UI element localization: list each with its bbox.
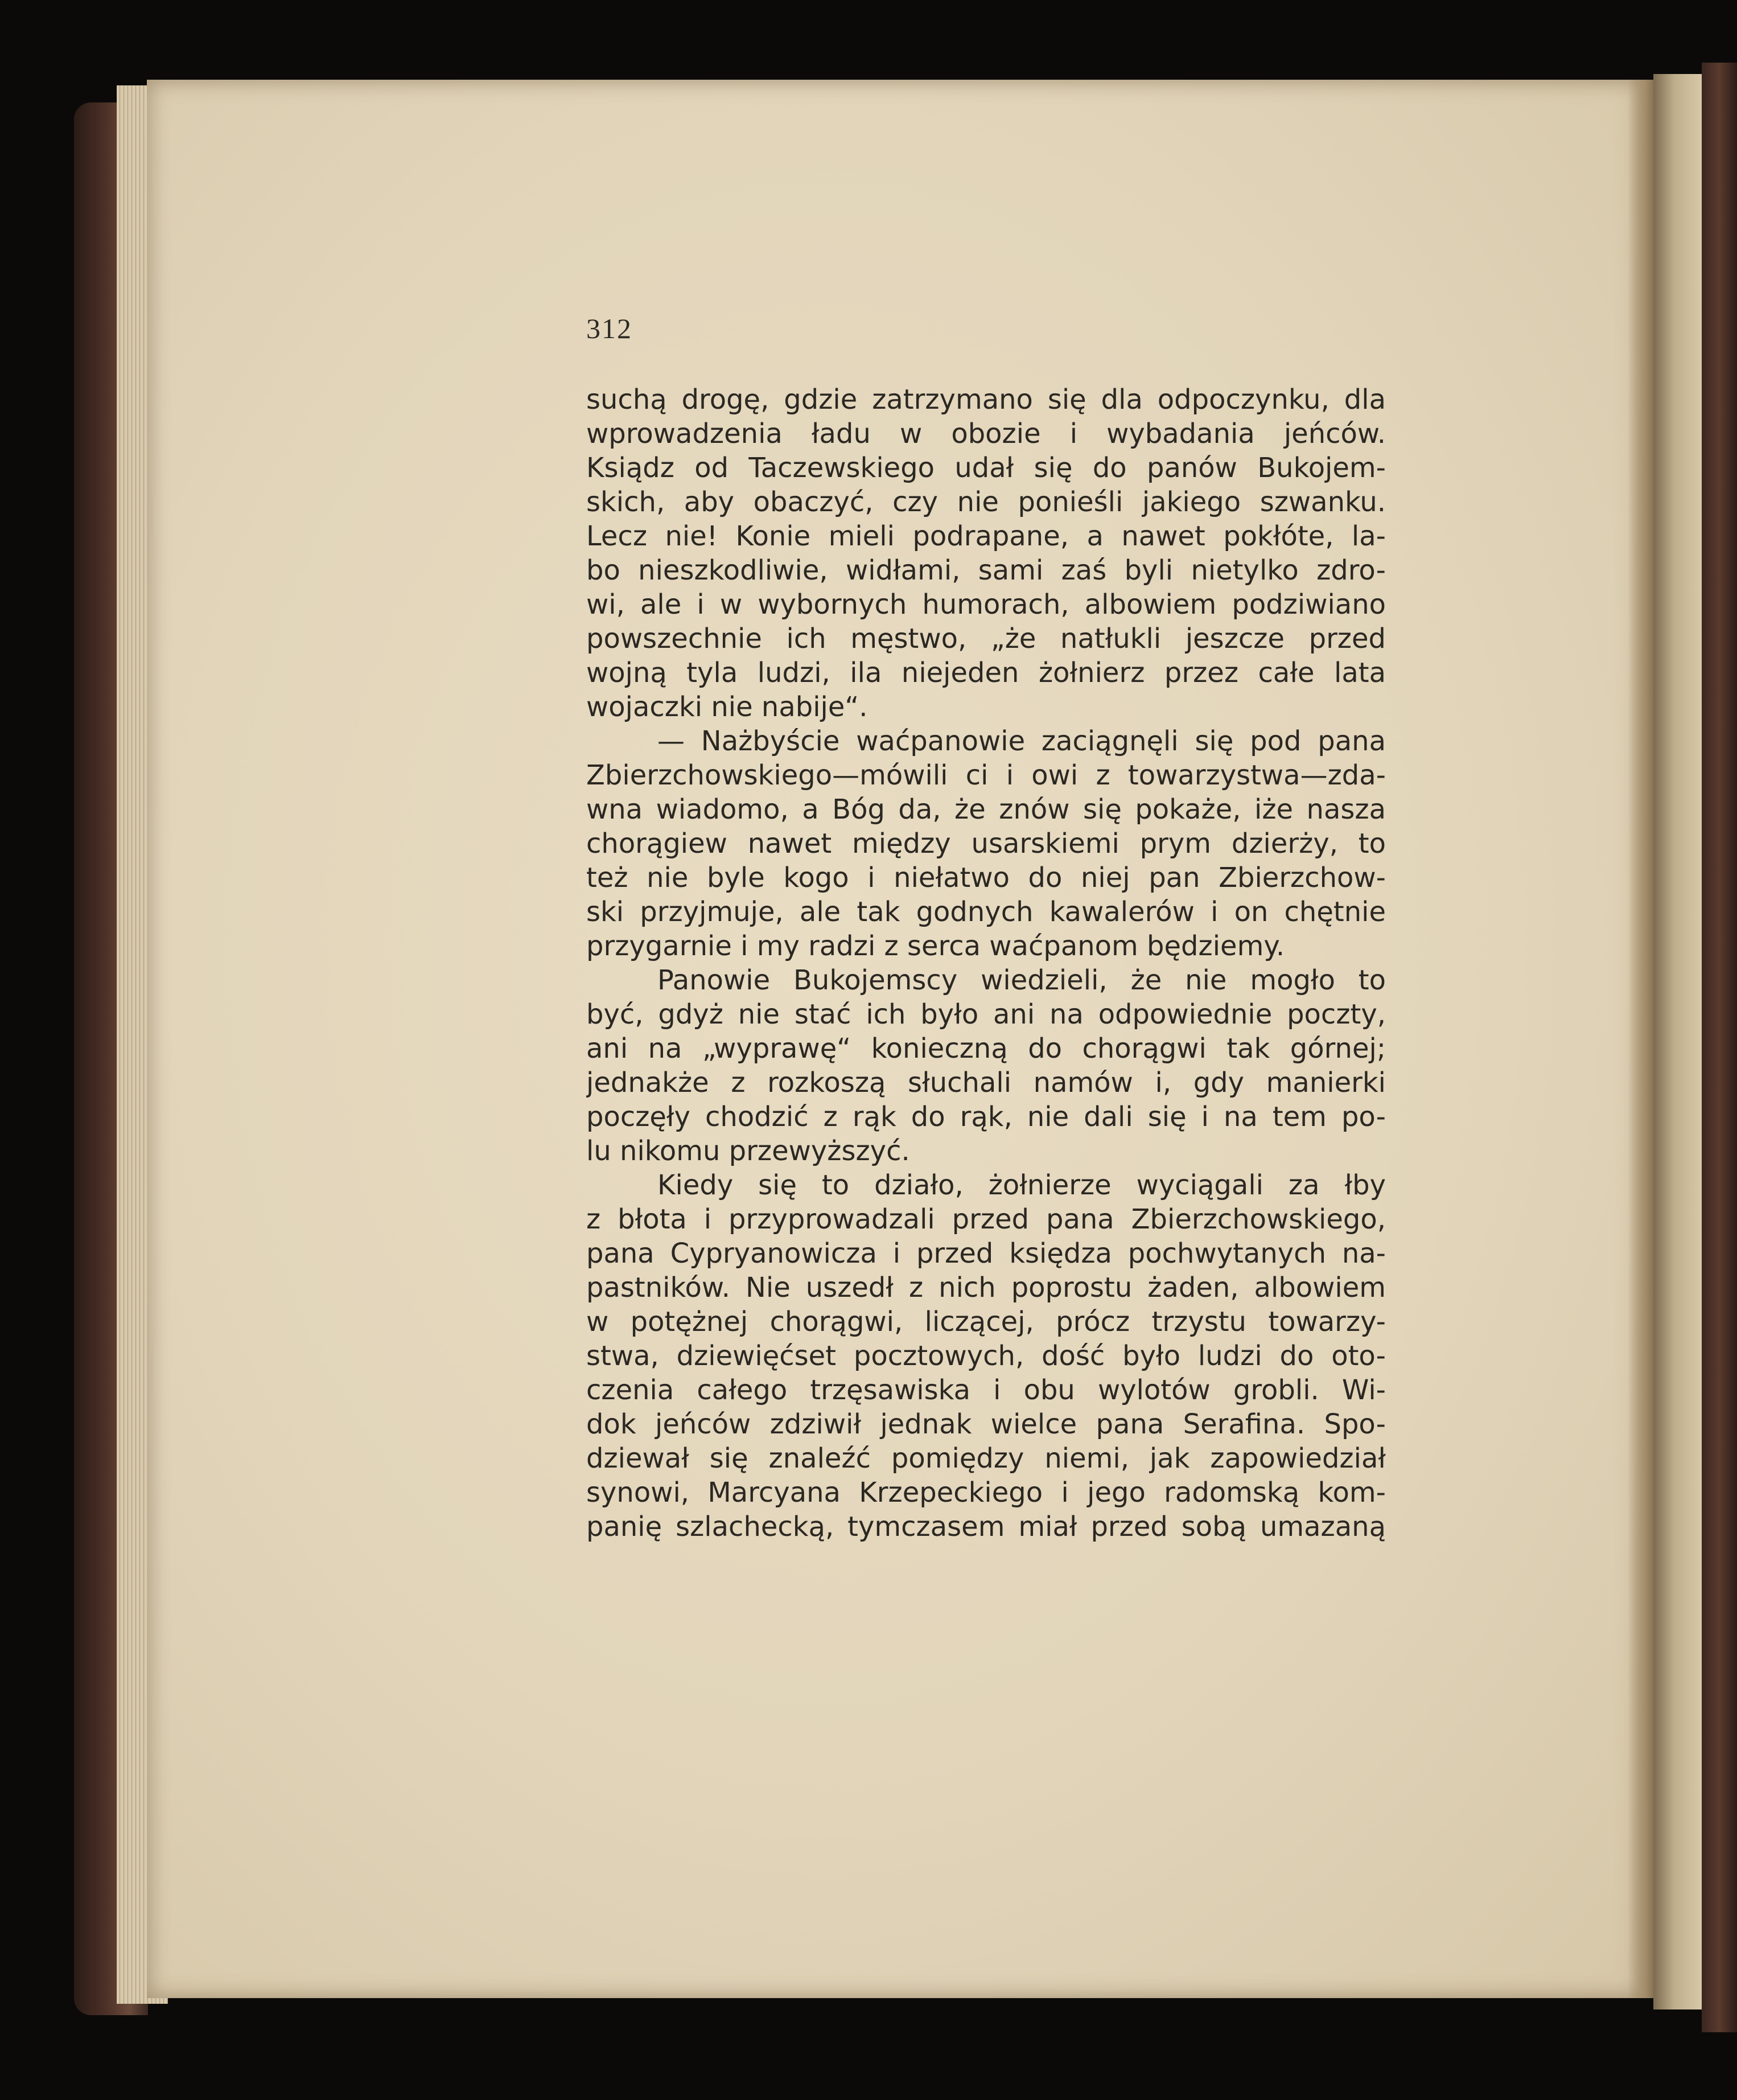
text-line: wojaczki nie nabije“. — [586, 691, 868, 723]
text-line: Ksiądz od Taczewskiego udał się do panów Bukojem- — [586, 452, 1386, 484]
text-line: wi, ale i w wybornych humorach, albowiem podziwiano — [586, 589, 1386, 620]
text-line: Kiedy się to działo, żołnierze wyciągali za łby — [657, 1169, 1386, 1201]
text-line: z błota i przyprowadzali przed pana Zbierzchowskiego, — [586, 1203, 1386, 1235]
text-line: w potężnej chorągwi, liczącej, prócz trzystu towarzy- — [586, 1306, 1386, 1338]
text-line: suchą drogę, gdzie zatrzymano się dla odpoczynku, dla — [586, 384, 1386, 416]
text-line: być, gdyż nie stać ich było ani na odpowiednie poczty, — [586, 998, 1386, 1030]
text-line: wna wiadomo, a Bóg da, że znów się pokaże, iże nasza — [586, 794, 1386, 825]
text-line: stwa, dziewięćset pocztowych, dość było ludzi do oto- — [586, 1340, 1386, 1372]
text-line: Panowie Bukojemscy wiedzieli, że nie mogło to — [657, 964, 1386, 996]
text-line: chorągiew nawet między usarskiemi prym dzierży, to — [586, 828, 1386, 860]
text-line: powszechnie ich męstwo, „że natłukli jeszcze przed — [586, 623, 1386, 655]
text-line: synowi, Marcyana Krzepeckiego i jego radomską kom- — [586, 1477, 1386, 1509]
text-line: pastników. Nie uszedł z nich poprostu żaden, albowiem — [586, 1272, 1386, 1304]
text-line: ani na „wyprawę“ konieczną do chorągwi tak górnej; — [586, 1033, 1386, 1065]
text-line: Zbierzchowskiego—mówili ci i owi z towarzystwa—zda- — [586, 759, 1386, 791]
text-line: poczęły chodzić z rąk do rąk, nie dali się i na tem po- — [586, 1101, 1386, 1133]
text-line: też nie byle kogo i niełatwo do niej pan Zbierzchow- — [586, 862, 1386, 894]
book-cover-right — [1702, 63, 1737, 2032]
text-line: panię szlachecką, tymczasem miał przed sobą umazaną — [586, 1511, 1386, 1543]
page-text — [586, 383, 1386, 1544]
text-line: bo nieszkodliwie, widłami, sami zaś byli nietylko zdro- — [586, 554, 1386, 586]
text-line: dok jeńców zdziwił jednak wielce pana Serafina. Spo- — [586, 1408, 1386, 1440]
text-line: skich, aby obaczyć, czy nie ponieśli jakiego szwanku. — [586, 486, 1386, 518]
text-line: dziewał się znaleźć pomiędzy niemi, jak zapowiedział — [586, 1443, 1386, 1474]
page-number: 312 — [586, 313, 632, 344]
text-line: jednakże z rozkoszą słuchali namów i, gdy manierki — [586, 1067, 1386, 1099]
text-line: pana Cypryanowicza i przed księdza pochwytanych na- — [586, 1238, 1386, 1269]
text-line: ski przyjmuje, ale tak godnych kawalerów i on chętnie — [586, 896, 1386, 928]
text-line: lu nikomu przewyższyć. — [586, 1135, 910, 1167]
text-line: Lecz nie! Konie mieli podrapane, a nawet pokłóte, la- — [586, 520, 1386, 552]
text-line: wojną tyla ludzi, ila niejeden żołnierz przez całe lata — [586, 657, 1386, 689]
text-line: — Nażbyście waćpanowie zaciągnęli się pod pana — [657, 725, 1386, 757]
text-line: przygarnie i my radzi z serca waćpanom będziemy. — [586, 930, 1285, 962]
text-line: wprowadzenia ładu w obozie i wybadania jeńców. — [586, 418, 1386, 450]
text-line: czenia całego trzęsawiska i obu wylotów grobli. Wi- — [586, 1374, 1386, 1406]
